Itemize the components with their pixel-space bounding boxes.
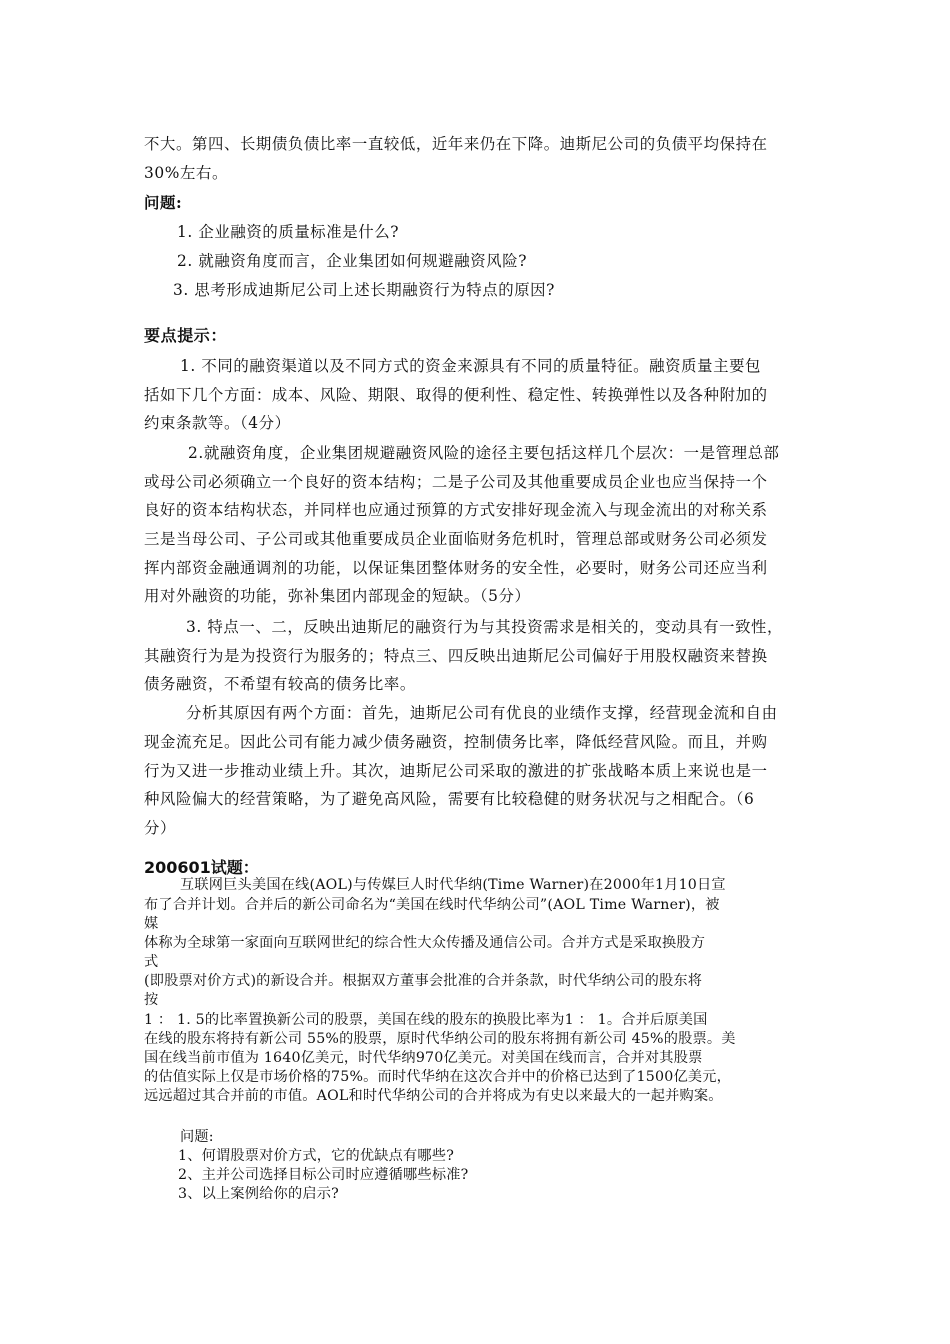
intro-line-2: 30%左右。 [144, 164, 228, 182]
answer-2-line-1: 2.就融资角度，企业集团规避融资风险的途径主要包括这样几个层次：一是管理总部 [188, 444, 780, 462]
answer-4-line-4: 种风险偏大的经营策略，为了避免高风险，需要有比较稳健的财务状况与之相配合。（6 [144, 790, 755, 808]
case-line-11: 的估值实际上仅是市场价格的75%。而时代华纳在这次合并中的价格已达到了1500亿美元， [144, 1069, 731, 1085]
case-questions-label: 问题: [180, 1129, 214, 1145]
answer-3-line-2: 其融资行为是为投资行为服务的；特点三、四反映出迪斯尼公司偏好于用股权融资来替换 [144, 647, 768, 665]
case-line-2: 布了合并计划。合并后的新公司命名为“美国在线时代华纳公司”(AOL Time Warner)，被 [144, 897, 720, 913]
answer-2-line-6: 用对外融资的功能，弥补集团内部现金的短缺。（5分） [144, 587, 531, 605]
answer-3-line-3: 债务融资，不希望有较高的债务比率。 [144, 675, 416, 693]
answer-4-line-1: 分析其原因有两个方面：首先，迪斯尼公司有优良的业绩作支撑，经营现金流和自由 [186, 704, 778, 722]
case-line-9: 在线的股东将持有新公司 55%的股票，原时代华纳公司的股东将拥有新公司 45%的股票。美 [144, 1031, 736, 1047]
question-3: 3. 思考形成迪斯尼公司上述长期融资行为特点的原因? [173, 281, 556, 299]
exam-heading: 200601试题： [144, 858, 259, 877]
answer-2-line-3: 良好的资本结构状态，并同样也应通过预算的方式安排好现金流入与现金流出的对称关系 [144, 501, 768, 519]
case-line-12: 远远超过其合并前的市值。AOL和时代华纳公司的合并将成为有史以来最大的一起并购案。 [144, 1088, 723, 1104]
answer-4-line-5: 分） [144, 819, 176, 837]
case-question-3: 3、以上案例给你的启示? [178, 1186, 339, 1202]
answer-2-line-5: 挥内部资金融通调剂的功能，以保证集团整体财务的安全性，必要时，财务公司还应当利 [144, 559, 768, 577]
answer-4-line-2: 现金流充足。因此公司有能力减少债务融资，控制债务比率，降低经营风险。而且，并购 [144, 733, 768, 751]
answer-2-line-2: 或母公司必须确立一个良好的资本结构；二是子公司及其他重要成员企业也应当保持一个 [144, 473, 768, 491]
case-line-5: 式 [144, 954, 159, 970]
question-2: 2. 就融资角度而言，企业集团如何规避融资风险? [177, 252, 528, 270]
case-line-6: (即股票对价方式)的新设合并。根据双方董事会批准的合并条款，时代华纳公司的股东将 [144, 973, 703, 989]
case-line-10: 国在线当前市值为 1640亿美元，时代华纳970亿美元。对美国在线而言，合并对其股票 [144, 1050, 703, 1066]
answer-1-line-3: 约束条款等。（4分） [144, 414, 291, 432]
case-question-2: 2、主并公司选择目标公司时应遵循哪些标准? [178, 1167, 469, 1183]
answers-label: 要点提示： [144, 326, 228, 345]
answer-4-line-3: 行为又进一步推动业绩上升。其次，迪斯尼公司采取的激进的扩张战略本质上来说也是一 [144, 762, 768, 780]
answer-2-line-4: 三是当母公司、子公司或其他重要成员企业面临财务危机时，管理总部或财务公司必须发 [144, 530, 768, 548]
case-question-1: 1、何谓股票对价方式，它的优缺点有哪些? [178, 1148, 455, 1164]
intro-line-1: 不大。第四、长期债负债比率一直较低，近年来仍在下降。迪斯尼公司的负债平均保持在 [144, 135, 768, 153]
case-line-3: 媒 [144, 916, 159, 932]
questions-label: 问题: [144, 194, 183, 212]
answer-1-line-1: 1. 不同的融资渠道以及不同方式的资金来源具有不同的质量特征。融资质量主要包 [180, 357, 762, 375]
question-1: 1. 企业融资的质量标准是什么? [177, 223, 400, 241]
answer-3-line-1: 3. 特点一、二，反映出迪斯尼的融资行为与其投资需求是相关的，变动具有一致性， [186, 618, 784, 636]
case-line-1: 互联网巨头美国在线(AOL)与传媒巨人时代华纳(Time Warner)在2000年1月10日宣 [180, 877, 726, 893]
case-line-8: 1 ： 1. 5的比率置换新公司的股票，美国在线的股东的换股比率为1 ： 1。合并后原美国 [144, 1012, 708, 1028]
case-line-4: 体称为全球第一家面向互联网世纪的综合性大众传播及通信公司。合并方式是采取换股方 [144, 935, 706, 951]
answer-1-line-2: 括如下几个方面：成本、风险、期限、取得的便利性、稳定性、转换弹性以及各种附加的 [144, 386, 768, 404]
case-line-7: 按 [144, 992, 159, 1008]
